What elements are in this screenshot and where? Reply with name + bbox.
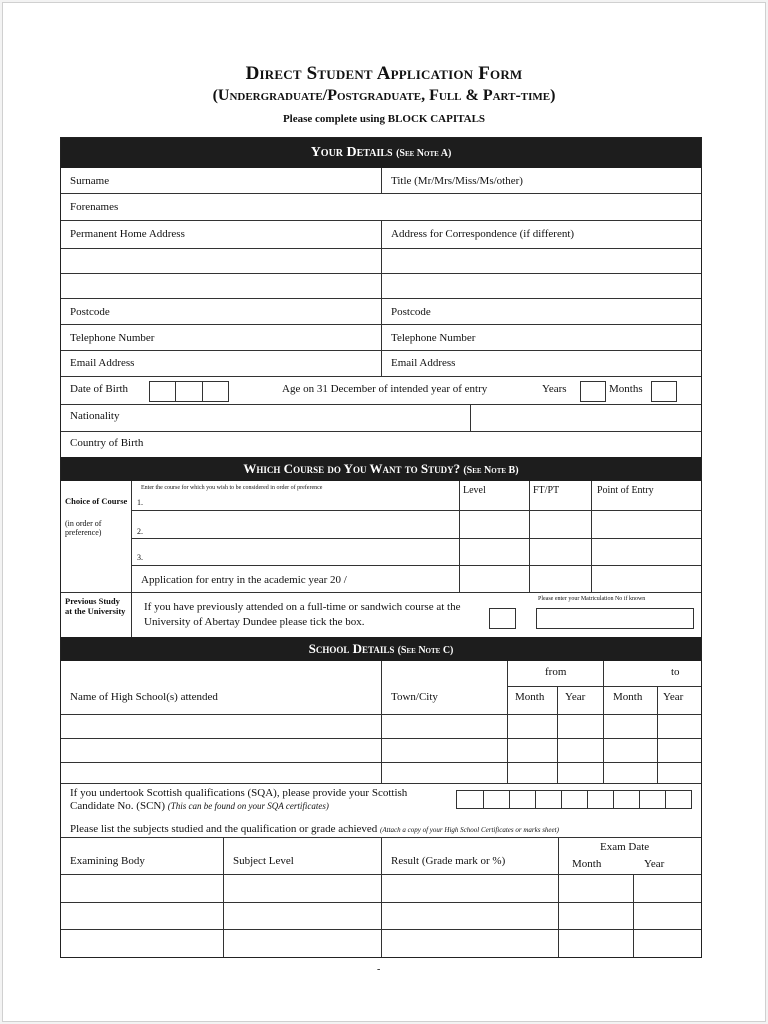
telephone-field[interactable]: Telephone Number: [70, 332, 155, 344]
previous-study-text: If you have previously attended on a full-time or sandwich course at the University of Abertay Dundee please tick the box.: [144, 601, 461, 628]
school-header: [61, 637, 701, 661]
school-name-column: Name of High School(s) attended: [70, 691, 218, 703]
ftpt-column: FT/PT: [533, 485, 560, 496]
correspondence-address-field[interactable]: Address for Correspondence (if different): [391, 228, 575, 240]
years-input[interactable]: [580, 381, 606, 402]
age-label: Age on 31 December of intended year of entry: [282, 383, 488, 395]
examining-body-column: Examining Body: [70, 855, 145, 867]
country-of-birth-field[interactable]: Country of Birth: [70, 437, 144, 449]
your-details-header: [61, 138, 701, 168]
previous-study-label: Previous Study at the University: [65, 596, 126, 616]
previous-study-checkbox[interactable]: [489, 608, 516, 629]
academic-year-field[interactable]: Application for entry in the academic year 20 /: [141, 574, 347, 586]
forenames-field[interactable]: Forenames: [70, 201, 119, 213]
dob-label: Date of Birth: [70, 383, 129, 395]
subjects-text: Please list the subjects studied and the qualification or grade achieved: [70, 823, 378, 835]
correspondence-telephone-field[interactable]: Telephone Number: [391, 332, 476, 344]
subjects-note: (Attach a copy of your High School Certificates or marks sheet): [380, 826, 559, 834]
course-choice-3[interactable]: 3.: [137, 553, 143, 562]
from-label: from: [545, 666, 567, 678]
title-field[interactable]: Title (Mr/Mrs/Miss/Ms/other): [391, 175, 523, 187]
section-heading: Which Course do You Want to Study?: [243, 461, 461, 476]
exam-date-label: Exam Date: [600, 841, 650, 853]
from-year-column: Year: [565, 691, 586, 703]
correspondence-email-field[interactable]: Email Address: [391, 357, 456, 369]
page-mark: -: [377, 964, 381, 975]
town-column: Town/City: [391, 691, 438, 703]
sqa-text: [70, 787, 450, 813]
level-column: Level: [463, 485, 486, 496]
subjects-instruction: [70, 823, 559, 835]
dob-input[interactable]: [149, 381, 229, 402]
to-year-column: Year: [663, 691, 684, 703]
matriculation-number-input[interactable]: [536, 608, 694, 629]
section-note: (See Note A): [396, 148, 452, 159]
subject-level-column: Subject Level: [233, 855, 294, 867]
from-month-column: Month: [515, 691, 545, 703]
section-heading: School Details: [308, 641, 395, 656]
course-instruction: Enter the course for which you wish to be considered in order of preference: [141, 485, 323, 491]
sqa-instruction: If you undertook Scottish qualifications (SQA), please provide your Scottish Candidate No. (SCN): [70, 787, 408, 812]
form-title: Direct Student Application Form: [245, 63, 523, 84]
section-heading: Your Details: [310, 145, 393, 160]
nationality-field[interactable]: Nationality: [70, 410, 120, 422]
to-label: to: [671, 666, 680, 678]
course-choice-1[interactable]: 1.: [137, 498, 143, 507]
choice-of-course-label: Choice of Course: [65, 496, 128, 506]
email-field[interactable]: Email Address: [70, 357, 135, 369]
permanent-address-field[interactable]: Permanent Home Address: [70, 228, 185, 240]
section-note: (See Note B): [463, 465, 519, 476]
scn-input[interactable]: [456, 790, 692, 809]
to-month-column: Month: [613, 691, 643, 703]
course-choice-2[interactable]: 2.: [137, 527, 143, 536]
matric-note: Please enter your Matriculation No if known: [538, 596, 646, 602]
section-note: (See Note C): [397, 645, 454, 656]
surname-field[interactable]: Surname: [70, 175, 110, 187]
course-header: [61, 457, 701, 481]
exam-year-column: Year: [644, 858, 665, 870]
exam-month-column: Month: [572, 858, 602, 870]
point-of-entry-column: Point of Entry: [597, 485, 654, 496]
form-frame: [60, 137, 702, 958]
result-column: Result (Grade mark or %): [391, 855, 506, 867]
months-label: Months: [609, 383, 643, 395]
postcode-field[interactable]: Postcode: [70, 306, 110, 318]
correspondence-postcode-field[interactable]: Postcode: [391, 306, 431, 318]
application-form-page: [2, 2, 766, 1022]
sqa-note: (This can be found on your SQA certificates): [167, 801, 329, 811]
months-input[interactable]: [651, 381, 677, 402]
choice-of-course-sub: (in order of preference): [65, 519, 102, 537]
years-label: Years: [542, 383, 567, 395]
form-subtitle: (Undergraduate/Postgraduate, Full & Part-time): [212, 87, 556, 104]
form-instruction: Please complete using BLOCK CAPITALS: [282, 113, 486, 125]
